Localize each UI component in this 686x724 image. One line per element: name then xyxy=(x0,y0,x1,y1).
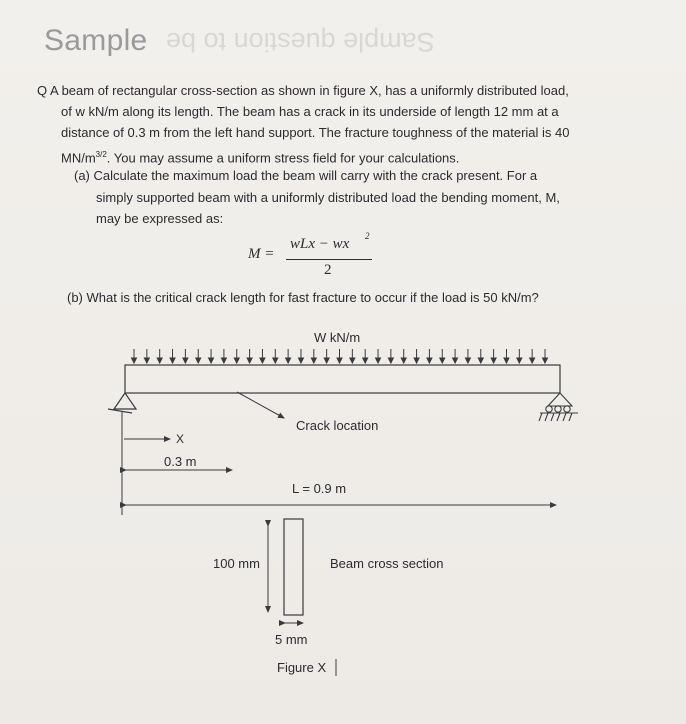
x-label: X xyxy=(176,432,185,446)
question-line-4-rest: . You may assume a uniform stress field for your calculations. xyxy=(106,150,460,166)
load-arrow-head xyxy=(144,358,149,363)
load-arrow-head xyxy=(170,358,175,363)
load-arrow-head xyxy=(388,358,393,363)
load-arrow-head xyxy=(337,358,342,363)
section-label: Beam cross section xyxy=(330,556,444,571)
load-arrow-head xyxy=(401,358,406,363)
part-a-line-1: (a) Calculate the maximum load the beam will carry with the crack present. For a xyxy=(74,168,538,183)
load-arrow-head xyxy=(311,358,316,363)
part-a-line-3: may be expressed as: xyxy=(96,211,224,226)
load-arrow-head xyxy=(132,358,137,363)
formula-denominator: 2 xyxy=(324,262,332,278)
load-arrow-head xyxy=(530,358,535,363)
formula-lhs: M = xyxy=(248,246,275,262)
cross-section xyxy=(284,519,303,615)
load-arrow-head xyxy=(324,358,329,363)
load-arrow-head xyxy=(427,358,432,363)
formula-exponent: 2 xyxy=(365,231,370,241)
load-arrow-head xyxy=(298,358,303,363)
question-line-2: of w kN/m along its length. The beam has a crack in its underside of length 12 mm at a xyxy=(61,104,559,119)
load-arrow-head xyxy=(260,358,265,363)
load-arrow-head xyxy=(157,358,162,363)
figure-caption: Figure X xyxy=(277,660,327,675)
load-label: W kN/m xyxy=(314,330,361,345)
load-arrow-head xyxy=(196,358,201,363)
height-label: 100 mm xyxy=(213,556,260,571)
load-arrow-head xyxy=(478,358,483,363)
load-arrow-head xyxy=(183,358,188,363)
question-line-3: distance of 0.3 m from the left hand support. The fracture toughness of the material is 40 xyxy=(61,125,570,140)
load-arrow-head xyxy=(414,358,419,363)
load-arrow-head xyxy=(465,358,470,363)
pin-support-left xyxy=(108,393,136,413)
unit-text: MN/m xyxy=(61,150,96,166)
load-arrow-head xyxy=(517,358,522,363)
roller-support-right xyxy=(539,393,578,421)
load-arrow-head xyxy=(209,358,214,363)
load-arrow-head xyxy=(234,358,239,363)
question-line-1: Q A beam of rectangular cross-section as shown in figure X, has a uniformly distributed load, xyxy=(37,83,569,98)
load-arrow-head xyxy=(221,358,226,363)
formula-numerator: wLx − wx xyxy=(290,236,350,252)
part-b-line: (b) What is the critical crack length for fast fracture to occur if the load is 50 kN/m? xyxy=(67,290,539,305)
load-arrow-head xyxy=(286,358,291,363)
udl-arrows xyxy=(132,349,548,363)
length-label: L = 0.9 m xyxy=(292,481,347,496)
crack-label: Crack location xyxy=(296,418,379,433)
load-arrow-head xyxy=(363,358,368,363)
load-arrow-head xyxy=(247,358,252,363)
load-arrow-head xyxy=(273,358,278,363)
part-a-line-2: simply supported beam with a uniformly distributed load the bending moment, M, xyxy=(96,190,560,205)
load-arrow-head xyxy=(350,358,355,363)
load-arrow-head xyxy=(543,358,548,363)
sample-heading: Sample xyxy=(44,24,148,57)
bleed-through-text: Sample question to be xyxy=(166,27,435,57)
load-arrow-head xyxy=(376,358,381,363)
load-arrow-head xyxy=(453,358,458,363)
crack-pointer xyxy=(237,392,284,418)
load-arrow-head xyxy=(504,358,509,363)
load-arrow-head xyxy=(491,358,496,363)
dist-label: 0.3 m xyxy=(164,454,197,469)
load-arrow-head xyxy=(440,358,445,363)
unit-exponent: 3/2 xyxy=(95,150,107,159)
width-label: 5 mm xyxy=(275,632,308,647)
beam xyxy=(125,365,560,393)
